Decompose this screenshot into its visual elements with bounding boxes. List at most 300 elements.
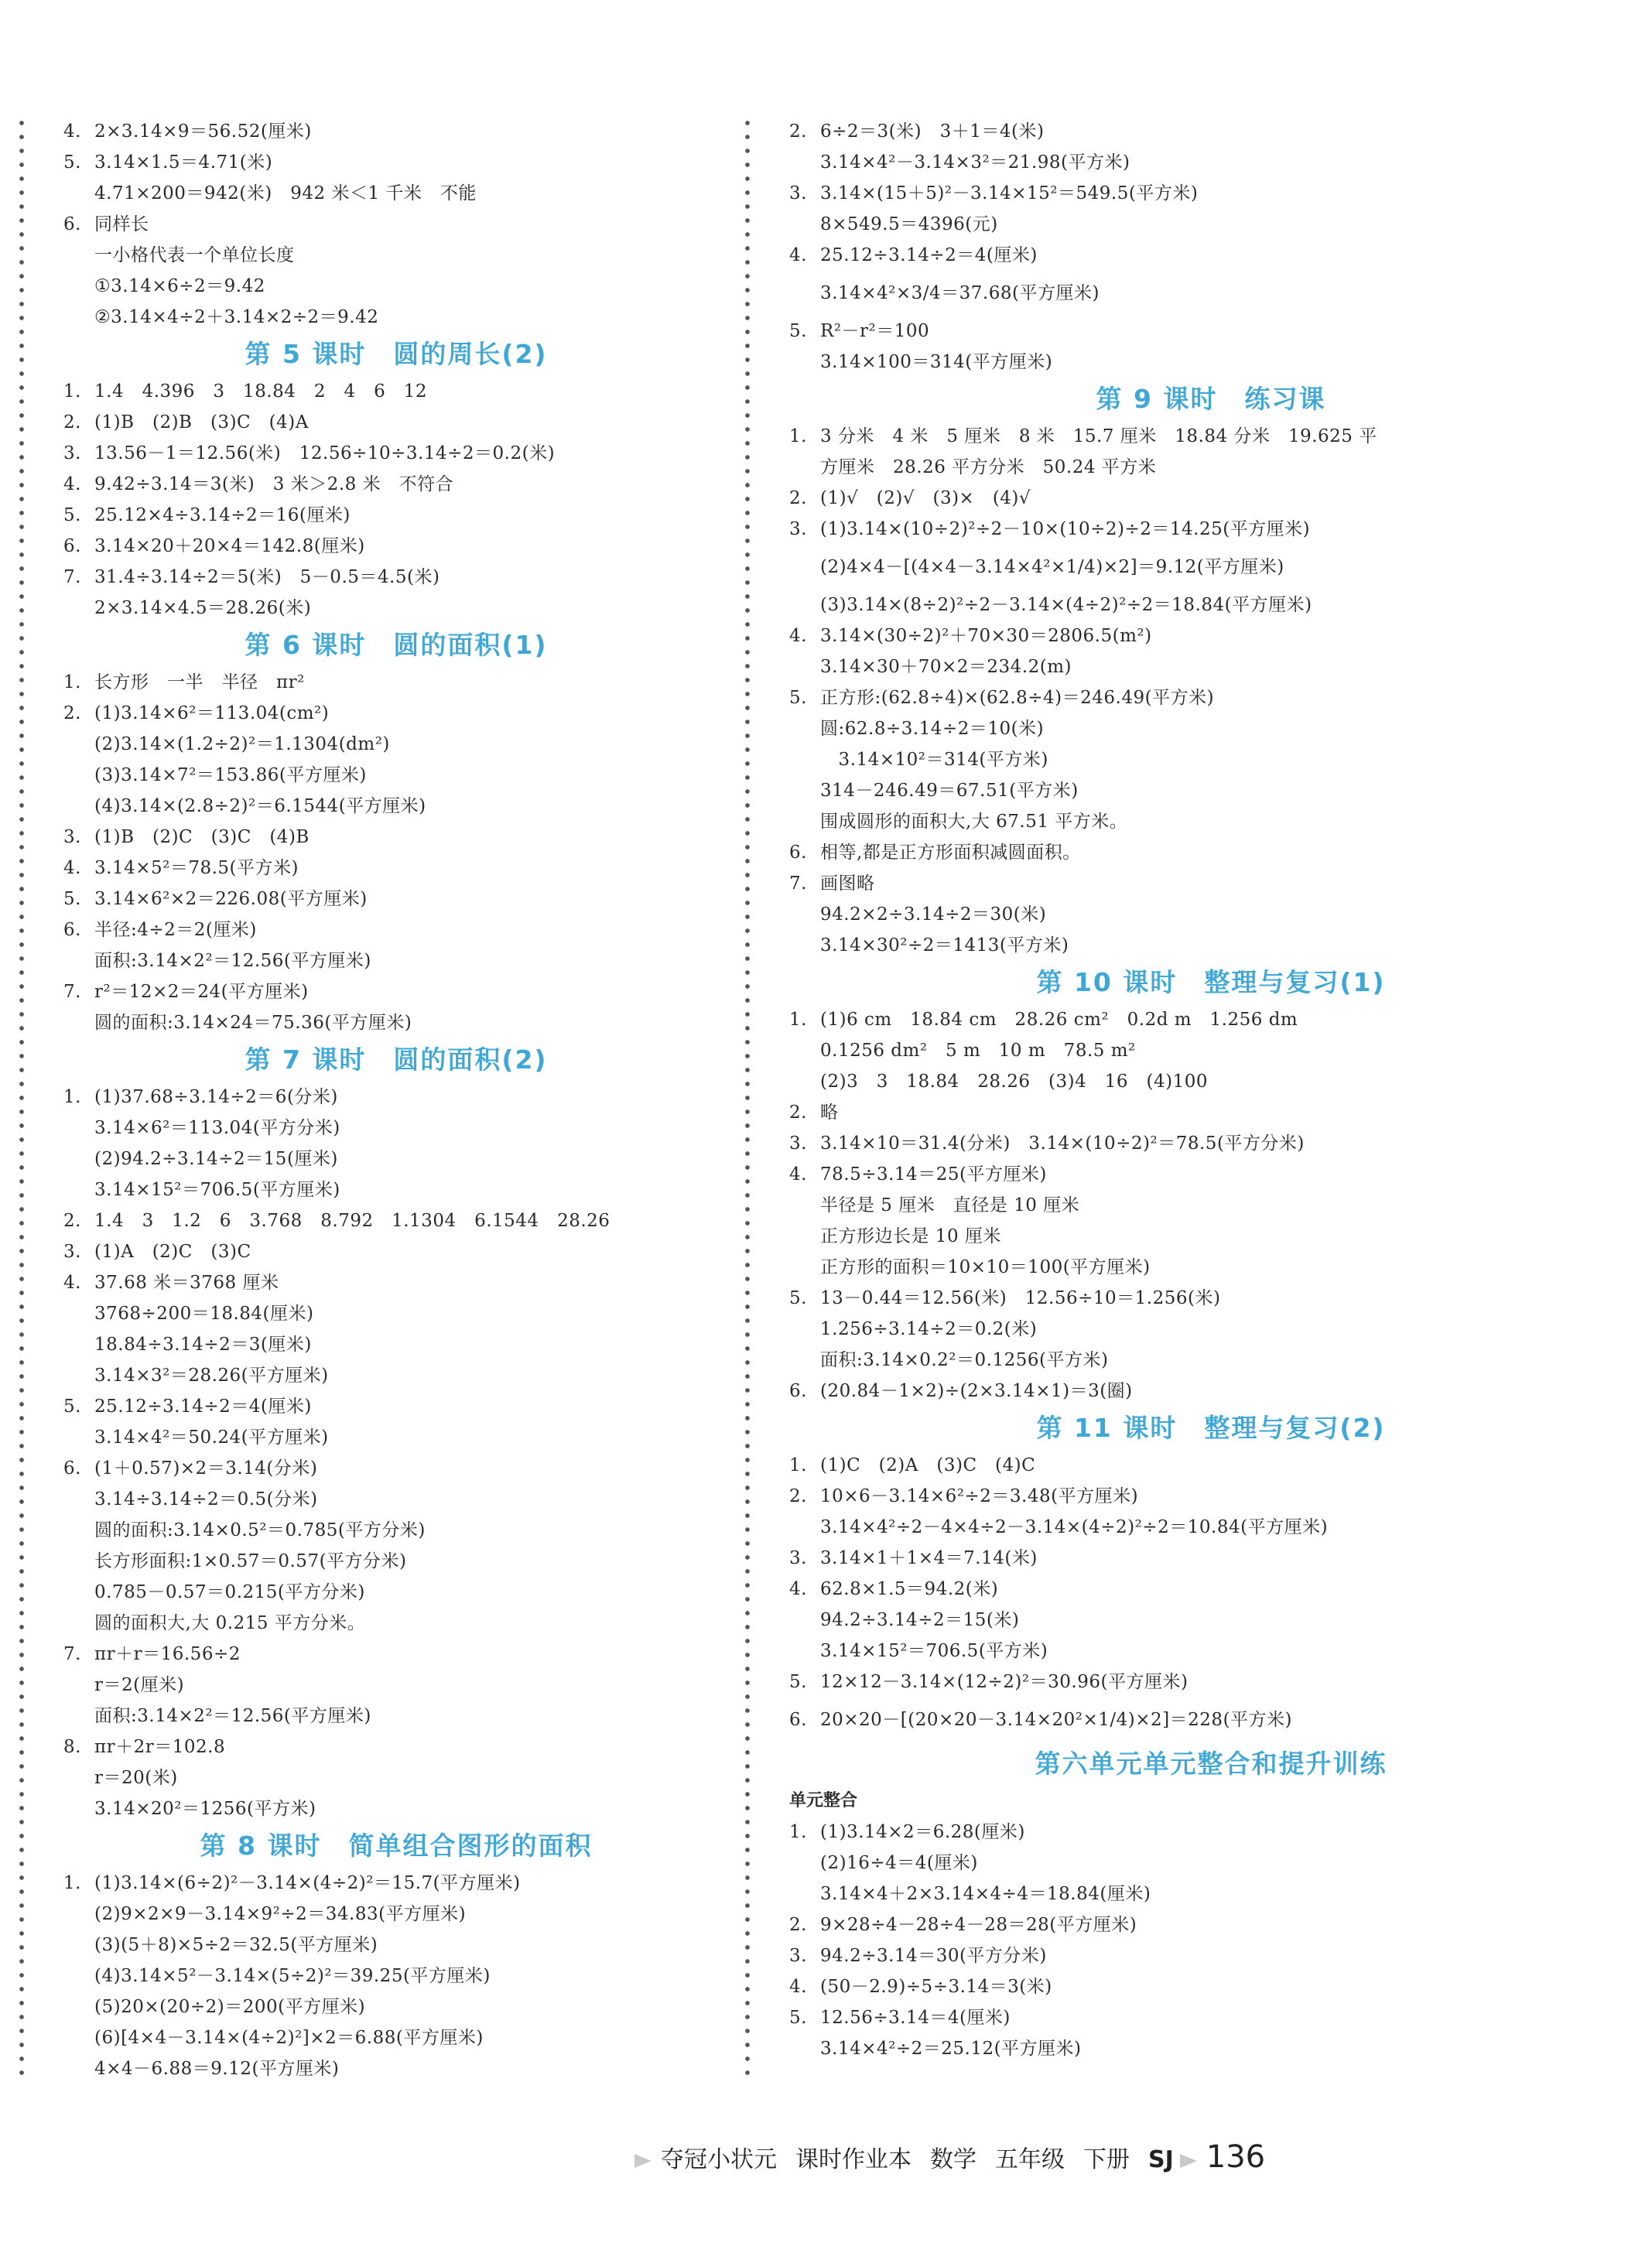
answer-line — [63, 1236, 729, 1267]
question-number: 4. — [63, 858, 81, 878]
answer-line — [789, 1450, 1633, 1481]
answer-line — [789, 178, 1633, 209]
question-number: 1. — [789, 1455, 807, 1475]
answer-text: (50－2.9)÷5÷3.14＝3(米) — [820, 1977, 1052, 1997]
binding-dots-middle — [744, 116, 751, 2081]
answer-line — [789, 621, 1633, 651]
answer-line — [789, 1667, 1633, 1697]
answer-text: 25.12÷3.14÷2＝4(厘米) — [820, 245, 1038, 265]
question-number: 4. — [789, 1977, 807, 1997]
answer-line — [63, 1608, 729, 1639]
answer-text: 面积:3.14×2²＝12.56(平方厘米) — [94, 1706, 371, 1726]
question-number: 6. — [63, 920, 81, 940]
answer-line — [63, 1267, 729, 1298]
answer-line — [63, 2022, 729, 2053]
question-number: 2. — [789, 488, 807, 508]
question-number: 1. — [63, 672, 81, 692]
answer-line — [63, 853, 729, 884]
question-number: 1. — [789, 1822, 807, 1842]
answer-line — [63, 1762, 729, 1793]
answer-text: (3)3.14×(8÷2)²÷2－3.14×(4÷2)²÷2＝18.84(平方厘米) — [820, 595, 1312, 615]
answer-line — [63, 302, 729, 333]
question-number: 2. — [789, 121, 807, 142]
footer-arrow-icon — [634, 2154, 652, 2168]
binding-dots-left — [19, 116, 25, 2081]
answer-text: (3)(5＋8)×5÷2＝32.5(平方厘米) — [94, 1935, 378, 1955]
answer-text: 正方形的面积＝10×10＝100(平方厘米) — [820, 1257, 1151, 1277]
question-number: 4. — [63, 474, 81, 494]
answer-text: (1)3.14×2＝6.28(厘米) — [820, 1822, 1025, 1842]
answer-text: πr＋r＝16.56÷2 — [94, 1644, 241, 1664]
question-number: 2. — [63, 412, 81, 432]
question-number: 3. — [789, 1946, 807, 1966]
answer-text: 3.14×(30÷2)²＋70×30＝2806.5(m²) — [820, 626, 1152, 646]
answer-line — [63, 1639, 729, 1670]
footer-subject: 数学 — [930, 2146, 976, 2173]
section-heading: 第 11 课时 整理与复习(2) — [1036, 1413, 1386, 1443]
footer-edition: SJ — [1148, 2146, 1174, 2173]
answer-line — [789, 1605, 1633, 1636]
answer-text: 3.14×6²＝113.04(平方分米) — [94, 1118, 340, 1138]
answer-line — [789, 240, 1633, 271]
answer-line — [789, 316, 1633, 347]
answer-line — [789, 1817, 1633, 1848]
answer-line — [63, 1961, 729, 1991]
answer-text: 一小格代表一个单位长度 — [94, 245, 295, 265]
answer-text: 3.14×30²÷2＝1413(平方米) — [820, 935, 1069, 956]
section-heading: 第 7 课时 圆的面积(2) — [245, 1044, 548, 1075]
answer-text: 1.4 4.396 3 18.84 2 4 6 12 — [94, 381, 428, 402]
answer-line — [63, 469, 729, 500]
answer-line — [789, 1314, 1633, 1345]
answer-text: 正方形:(62.8÷4)×(62.8÷4)＝246.49(平方米) — [820, 688, 1215, 708]
answer-text: 94.2×2÷3.14÷2＝30(米) — [820, 904, 1047, 925]
answer-text: (1)3.14×(6÷2)²－3.14×(4÷2)²＝15.7(平方厘米) — [94, 1873, 521, 1893]
question-number: 5. — [789, 688, 807, 708]
question-number: 5. — [63, 889, 81, 909]
answer-text: r²＝12×2＝24(平方厘米) — [94, 982, 309, 1002]
answer-text: 1.4 3 1.2 6 3.768 8.792 1.1304 6.1544 28.26 — [94, 1211, 611, 1231]
answer-line — [789, 514, 1633, 545]
answer-text: 3.14×4＋2×3.14×4÷4＝18.84(厘米) — [820, 1884, 1151, 1904]
answer-text: 4.71×200＝942(米) 942 米＜1 千米 不能 — [94, 183, 477, 203]
answer-text: 3768÷200＝18.84(厘米) — [94, 1304, 314, 1324]
answer-line — [63, 2053, 729, 2084]
answer-line — [63, 1793, 729, 1824]
question-number: 2. — [63, 703, 81, 723]
answer-text: 3.14×30＋70×2＝234.2(m) — [820, 657, 1072, 677]
answer-line — [63, 407, 729, 438]
answer-text: (1)3.14×(10÷2)²÷2－10×(10÷2)÷2＝14.25(平方厘米) — [820, 519, 1311, 539]
answer-text: 3.14×20²＝1256(平方米) — [94, 1799, 316, 1819]
section-heading: 第 10 课时 整理与复习(1) — [1036, 967, 1386, 997]
answer-line — [63, 915, 729, 945]
answer-line — [63, 1360, 729, 1391]
answer-text: 0.1256 dm² 5 m 10 m 78.5 m² — [820, 1041, 1136, 1061]
answer-text: 4×4－6.88＝9.12(平方厘米) — [94, 2059, 340, 2079]
answer-text: r＝2(厘米) — [94, 1675, 185, 1695]
answer-line — [789, 1376, 1633, 1407]
answer-line — [789, 2033, 1633, 2064]
answer-text: 8×549.5＝4396(元) — [820, 214, 998, 234]
answer-line — [789, 1940, 1633, 1971]
answer-line — [63, 1515, 729, 1546]
answer-line — [789, 1004, 1633, 1035]
question-number: 4. — [789, 245, 807, 265]
answer-line — [63, 791, 729, 822]
answer-text: 画图略 — [820, 874, 875, 894]
answer-line — [789, 806, 1633, 837]
answer-text: 3.14×1.5＝4.71(米) — [94, 152, 273, 173]
answer-text: 3.14×1＋1×4＝7.14(米) — [820, 1548, 1038, 1568]
section-heading: 第 5 课时 圆的周长(2) — [245, 339, 548, 369]
question-number: 7. — [63, 1644, 81, 1664]
answer-text: (20.84－1×2)÷(2×3.14×1)＝3(圈) — [820, 1381, 1133, 1401]
answer-text: 3.14×10＝31.4(分米) 3.14×(10÷2)²＝78.5(平方分米) — [820, 1133, 1305, 1154]
answer-line — [63, 500, 729, 531]
answer-text: 12×12－3.14×(12÷2)²＝30.96(平方厘米) — [820, 1672, 1189, 1692]
answer-text: 94.2÷3.14÷2＝15(米) — [820, 1610, 1020, 1630]
answer-text: (1)A (2)C (3)C — [94, 1242, 251, 1262]
answer-line — [63, 531, 729, 562]
answer-line — [789, 483, 1633, 514]
answer-line — [63, 760, 729, 791]
answer-text: 3.14×4²×3/4＝37.68(平方厘米) — [820, 283, 1100, 303]
question-number: 5. — [63, 1397, 81, 1417]
answer-text: 3.14×4²＝50.24(平方厘米) — [94, 1427, 329, 1448]
answer-text: 62.8×1.5＝94.2(米) — [820, 1579, 999, 1599]
answer-line — [63, 1082, 729, 1113]
answer-text: 3.14×4²－3.14×3²＝21.98(平方米) — [820, 152, 1130, 173]
question-number: 7. — [63, 982, 81, 1002]
answer-text: 3.14×3²＝28.26(平方厘米) — [94, 1366, 329, 1386]
answer-line — [789, 1221, 1633, 1252]
answer-line — [63, 562, 729, 593]
answer-line — [63, 698, 729, 729]
question-number: 2. — [789, 1486, 807, 1506]
answer-text: (2)4×4－[(4×4－3.14×4²×1/4)×2]＝9.12(平方厘米) — [820, 557, 1284, 577]
answer-line — [789, 1066, 1633, 1097]
answer-line — [789, 1879, 1633, 1909]
footer-grade: 五年级 — [995, 2146, 1065, 2173]
answer-text: (1)B (2)B (3)C (4)A — [94, 412, 309, 432]
answer-line — [63, 884, 729, 915]
answer-text: 18.84÷3.14÷2＝3(厘米) — [94, 1335, 312, 1355]
question-number: 8. — [63, 1737, 81, 1757]
answer-line — [789, 209, 1633, 240]
answer-text: 3.14×100＝314(平方厘米) — [820, 352, 1053, 372]
answer-text: (4)3.14×(2.8÷2)²＝6.1544(平方厘米) — [94, 796, 426, 816]
answer-line — [789, 271, 1633, 316]
answer-line — [63, 1298, 729, 1329]
answer-text: 圆的面积大,大 0.215 平方分米。 — [94, 1613, 366, 1633]
question-number: 5. — [789, 321, 807, 341]
footer-volume: 下册 — [1083, 2146, 1130, 2173]
answer-text: 相等,都是正方形面积减圆面积。 — [820, 843, 1081, 863]
answer-line — [789, 1512, 1633, 1543]
answer-line — [789, 590, 1633, 621]
answer-text: 半径是 5 厘米 直径是 10 厘米 — [820, 1195, 1080, 1215]
question-number: 5. — [63, 152, 81, 173]
answer-line — [789, 1543, 1633, 1574]
answer-line — [789, 545, 1633, 590]
question-number: 6. — [63, 1458, 81, 1479]
answer-line — [789, 1128, 1633, 1159]
answer-text: 半径:4÷2＝2(厘米) — [94, 920, 257, 940]
answer-line — [63, 271, 729, 302]
answer-text: (2)3 3 18.84 28.26 (3)4 16 (4)100 — [820, 1072, 1208, 1092]
answer-text: 3.14×20＋20×4＝142.8(厘米) — [94, 536, 365, 556]
answer-text: 3.14×6²×2＝226.08(平方厘米) — [94, 889, 368, 909]
answer-text: 面积:3.14×0.2²＝0.1256(平方米) — [820, 1350, 1109, 1370]
answer-text: (1)37.68÷3.14÷2＝6(分米) — [94, 1087, 338, 1107]
section-heading: 第六单元单元整合和提升训练 — [1035, 1749, 1387, 1779]
answer-line — [789, 1697, 1633, 1742]
answer-line — [63, 1329, 729, 1360]
question-number: 1. — [789, 1010, 807, 1030]
answer-text: 37.68 米＝3768 厘米 — [94, 1273, 279, 1293]
answer-text: 长方形面积:1×0.57＝0.57(平方分米) — [94, 1551, 407, 1571]
answer-text: 略 — [820, 1103, 839, 1123]
question-number: 3. — [789, 1133, 807, 1154]
answer-text: 3 分米 4 米 5 厘米 8 米 15.7 厘米 18.84 分米 19.625 平 — [820, 426, 1377, 446]
answer-text: (1)B (2)C (3)C (4)B — [94, 827, 310, 847]
answer-line — [789, 347, 1633, 378]
question-number: 4. — [789, 626, 807, 646]
question-number: 5. — [789, 1288, 807, 1308]
question-number: 6. — [789, 843, 807, 863]
answer-text: 围成圆形的面积大,大 67.51 平方米。 — [820, 812, 1128, 832]
answer-text: 3.14×4²÷2－4×4÷2－3.14×(4÷2)²÷2＝10.84(平方厘米) — [820, 1517, 1329, 1537]
answer-text: (2)94.2÷3.14÷2＝15(厘米) — [94, 1149, 338, 1169]
answer-text: 20×20－[(20×20－3.14×20²×1/4)×2]＝228(平方米) — [820, 1710, 1293, 1730]
answer-line — [63, 1670, 729, 1701]
answer-line — [63, 729, 729, 760]
answer-text: 圆的面积:3.14×0.5²＝0.785(平方分米) — [94, 1520, 426, 1540]
question-number: 5. — [789, 1672, 807, 1692]
answer-text: ②3.14×4÷2＋3.14×2÷2＝9.42 — [94, 307, 379, 327]
answer-line — [789, 1848, 1633, 1879]
question-number: 7. — [789, 874, 807, 894]
answer-line — [789, 1283, 1633, 1314]
question-number: 1. — [789, 426, 807, 446]
question-number: 1. — [63, 1873, 81, 1893]
answer-line — [63, 1868, 729, 1899]
answer-line — [63, 1701, 729, 1732]
answer-line — [63, 1577, 729, 1608]
answer-text: (5)20×(20÷2)＝200(平方厘米) — [94, 1997, 366, 2017]
answer-line — [789, 868, 1633, 899]
question-number: 6. — [63, 536, 81, 556]
answer-text: 1.256÷3.14÷2＝0.2(米) — [820, 1319, 1038, 1339]
answer-text: 面积:3.14×2²＝12.56(平方厘米) — [94, 951, 371, 971]
answer-line — [789, 147, 1633, 178]
question-number: 1. — [63, 1087, 81, 1107]
answer-text: 6÷2＝3(米) 3＋1＝4(米) — [820, 121, 1045, 142]
answer-line — [63, 1546, 729, 1577]
answer-text: 9.42÷3.14＝3(米) 3 米＞2.8 米 不符合 — [94, 474, 454, 494]
footer-brand: 夺冠小状元 — [661, 2146, 777, 2173]
section-heading: 第 6 课时 圆的面积(1) — [245, 630, 548, 660]
answer-line — [63, 976, 729, 1007]
answer-line — [63, 1732, 729, 1762]
question-number: 6. — [789, 1710, 807, 1730]
answer-text: (3)3.14×7²＝153.86(平方厘米) — [94, 765, 367, 785]
answer-text: 长方形 一半 半径 πr² — [94, 672, 305, 692]
answer-text: 3.14×5²＝78.5(平方米) — [94, 858, 299, 878]
footer-arrow-icon — [1180, 2154, 1197, 2168]
answer-line — [789, 837, 1633, 868]
answer-text: 3.14×(15＋5)²－3.14×15²＝549.5(平方米) — [820, 183, 1199, 203]
answer-line — [63, 240, 729, 271]
answer-text: (6)[4×4－3.14×(4÷2)²]×2＝6.88(平方厘米) — [94, 2028, 484, 2048]
answer-line — [789, 2002, 1633, 2033]
page-number: 136 — [1206, 2139, 1266, 2175]
answer-line — [789, 1190, 1633, 1221]
answer-line — [63, 1205, 729, 1236]
answer-line — [63, 1174, 729, 1205]
answer-text: 78.5÷3.14＝25(平方厘米) — [820, 1164, 1047, 1185]
answer-line — [789, 1097, 1633, 1128]
answer-line — [789, 651, 1633, 682]
answer-line — [789, 1159, 1633, 1190]
question-number: 2. — [63, 1211, 81, 1231]
answer-line — [63, 178, 729, 209]
answer-text: 9×28÷4－28÷4－28＝28(平方厘米) — [820, 1915, 1137, 1935]
answer-line — [63, 209, 729, 240]
answer-line — [63, 438, 729, 469]
question-number: 3. — [789, 519, 807, 539]
answer-line — [789, 1574, 1633, 1605]
answer-text: 2×3.14×9＝56.52(厘米) — [94, 121, 312, 142]
answer-line — [789, 1345, 1633, 1376]
answer-line — [63, 1453, 729, 1484]
answer-line — [789, 421, 1633, 452]
question-number: 6. — [789, 1381, 807, 1401]
question-number: 4. — [63, 121, 81, 142]
answer-line — [789, 713, 1633, 744]
answer-column-left — [63, 116, 729, 2084]
answer-text: (1＋0.57)×2＝3.14(分米) — [94, 1458, 318, 1479]
answer-line — [63, 593, 729, 624]
answer-text: 同样长 — [94, 214, 149, 234]
answer-line — [63, 1991, 729, 2022]
section-heading: 第 8 课时 简单组合图形的面积 — [200, 1831, 593, 1861]
answer-line — [63, 1113, 729, 1144]
answer-text: 3.14×15²＝706.5(平方厘米) — [94, 1180, 340, 1200]
answer-text: 圆的面积:3.14×24＝75.36(平方厘米) — [94, 1013, 412, 1033]
answer-text: (2)3.14×(1.2÷2)²＝1.1304(dm²) — [94, 734, 390, 754]
answer-text: 25.12×4÷3.14÷2＝16(厘米) — [94, 505, 351, 525]
question-number: 4. — [789, 1579, 807, 1599]
footer-book: 课时作业本 — [795, 2146, 912, 2173]
question-number: 1. — [63, 381, 81, 402]
answer-line — [789, 682, 1633, 713]
answer-text: 方厘米 28.26 平方分米 50.24 平方米 — [820, 457, 1157, 477]
question-number: 4. — [789, 1164, 807, 1185]
answer-text: 0.785－0.57＝0.215(平方分米) — [94, 1582, 365, 1602]
answer-text: 12.56÷3.14＝4(厘米) — [820, 2008, 1011, 2028]
answer-text: (4)3.14×5²－3.14×(5÷2)²＝39.25(平方厘米) — [94, 1966, 491, 1986]
answer-line — [789, 775, 1633, 806]
answer-text: ①3.14×6÷2＝9.42 — [94, 276, 265, 296]
answer-text: 正方形边长是 10 厘米 — [820, 1226, 1001, 1246]
section-heading: 第 9 课时 练习课 — [1096, 384, 1326, 414]
answer-text: 圆:62.8÷3.14÷2＝10(米) — [820, 719, 1045, 739]
answer-line — [63, 1391, 729, 1422]
answer-text: 3.14×4²÷2＝25.12(平方厘米) — [820, 2039, 1082, 2059]
question-number: 5. — [789, 2008, 807, 2028]
answer-line — [789, 1035, 1633, 1066]
answer-text: R²－r²＝100 — [820, 321, 930, 341]
answer-text: 10×6－3.14×6²÷2＝3.48(平方厘米) — [820, 1486, 1139, 1506]
answer-line — [63, 1930, 729, 1961]
answer-line — [63, 1422, 729, 1453]
answer-line — [789, 1252, 1633, 1283]
answer-column-right — [789, 116, 1633, 2064]
answer-line — [63, 376, 729, 407]
answer-line — [789, 1481, 1633, 1512]
answer-line — [63, 147, 729, 178]
answer-text: 13－0.44＝12.56(米) 12.56÷10＝1.256(米) — [820, 1288, 1221, 1308]
answer-line — [63, 1899, 729, 1930]
question-number: 3. — [63, 827, 81, 847]
answer-line — [789, 1971, 1633, 2002]
answer-line — [63, 1144, 729, 1174]
question-number: 6. — [63, 214, 81, 234]
question-number: 3. — [63, 1242, 81, 1262]
answer-text: r＝20(米) — [94, 1768, 178, 1788]
answer-line — [63, 822, 729, 853]
answer-line — [789, 744, 1633, 775]
answer-line — [789, 116, 1633, 147]
answer-line — [789, 930, 1633, 961]
question-number: 2. — [789, 1915, 807, 1935]
answer-text: πr＋2r＝102.8 — [94, 1737, 226, 1757]
answer-line — [789, 1909, 1633, 1940]
answer-text: (1)6 cm 18.84 cm 28.26 cm² 0.2d m 1.256 dm — [820, 1010, 1298, 1030]
answer-text: 314－246.49＝67.51(平方米) — [820, 781, 1079, 801]
answer-text: (2)16÷4＝4(厘米) — [820, 1853, 978, 1873]
answer-line — [789, 1636, 1633, 1667]
answer-text: 13.56－1＝12.56(米) 12.56÷10÷3.14÷2＝0.2(米) — [94, 443, 556, 463]
question-number: 7. — [63, 567, 81, 587]
answer-line — [63, 1007, 729, 1038]
question-number: 3. — [789, 1548, 807, 1568]
answer-text: 3.14÷3.14÷2＝0.5(分米) — [94, 1489, 318, 1509]
answer-text: 2×3.14×4.5＝28.26(米) — [94, 598, 312, 618]
answer-text: 3.14×15²＝706.5(平方米) — [820, 1641, 1048, 1661]
question-number: 5. — [63, 505, 81, 525]
answer-text: (1)C (2)A (3)C (4)C — [820, 1455, 1036, 1475]
answer-line — [63, 116, 729, 147]
answer-line — [789, 899, 1633, 930]
question-number: 3. — [63, 443, 81, 463]
answer-text: (1)3.14×6²＝113.04(cm²) — [94, 703, 330, 723]
page-footer — [634, 2134, 1265, 2180]
answer-text: 94.2÷3.14＝30(平方分米) — [820, 1946, 1047, 1966]
answer-line — [63, 945, 729, 976]
answer-text: 25.12÷3.14÷2＝4(厘米) — [94, 1397, 312, 1417]
answer-text: 3.14×10²＝314(平方米) — [820, 750, 1048, 770]
question-number: 2. — [789, 1103, 807, 1123]
answer-text: 31.4÷3.14÷2＝5(米) 5－0.5＝4.5(米) — [94, 567, 440, 587]
question-number: 4. — [63, 1273, 81, 1293]
answer-text: (2)9×2×9－3.14×9²÷2＝34.83(平方厘米) — [94, 1904, 467, 1924]
answer-text: (1)√ (2)√ (3)× (4)√ — [820, 488, 1031, 508]
answer-line — [789, 452, 1633, 483]
subsection-label: 单元整合 — [789, 1791, 858, 1810]
